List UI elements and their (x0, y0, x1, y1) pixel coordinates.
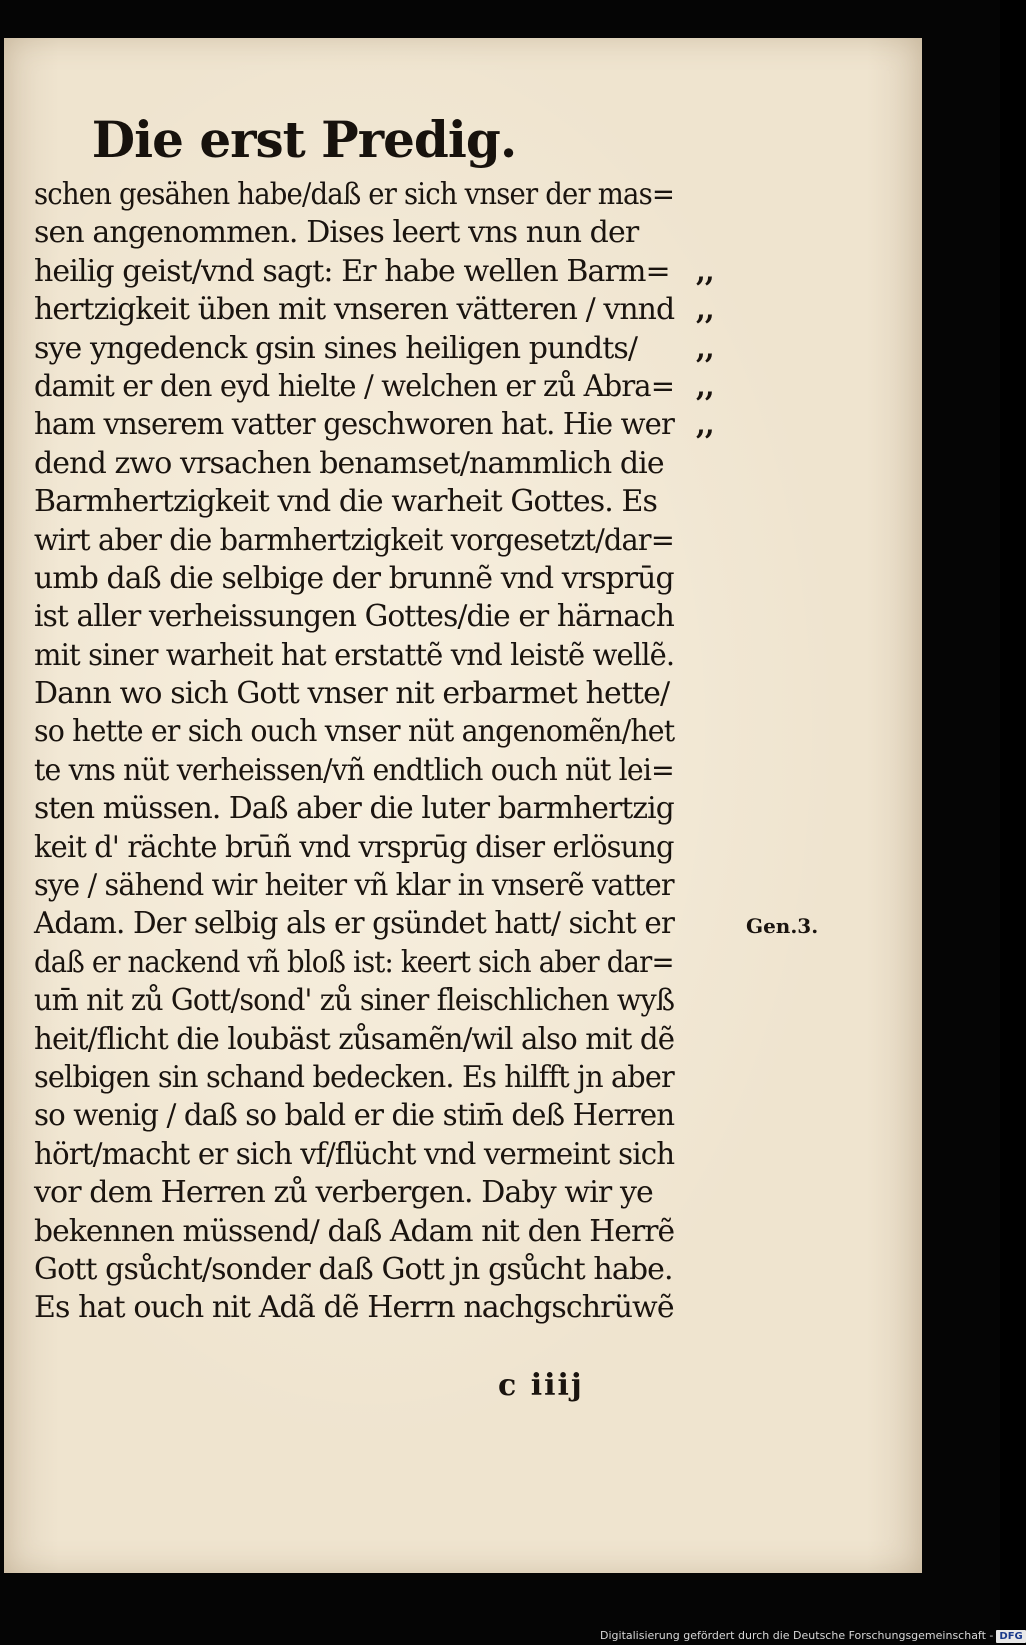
text-line (34, 1021, 774, 1059)
text-line (34, 1059, 774, 1097)
line-text: keit d' rächte brūñ vnd vrsprūg diser erlösung (34, 829, 674, 865)
quotation-mark: ,, (696, 369, 714, 403)
dfg-credit (600, 1628, 1023, 1643)
line-text: hertzigkeit üben mit vnseren vätteren / vnnd (34, 292, 675, 328)
text-line (34, 368, 774, 406)
line-text: Adam. Der selbig als er gsündet hatt/ sicht er (34, 906, 675, 942)
line-text: Gott gsůcht/sonder daß Gott jn gsůcht habe. (34, 1251, 673, 1287)
line-text: te vns nüt verheissen/vñ endtlich ouch nüt lei= (34, 752, 674, 788)
text-line (34, 483, 774, 521)
quotation-mark: ,, (696, 331, 714, 365)
line-text: sten müssen. Daß aber die luter barmhertzig (34, 791, 674, 827)
line-text: sye yngedenck gsin sines heiligen pundts/ (34, 330, 638, 366)
text-line (34, 829, 774, 867)
text-line (34, 944, 774, 982)
line-text: damit er den eyd hielte / welchen er zů Abra= (34, 368, 675, 404)
text-line (34, 867, 774, 905)
credit-text: Digitalisierung gefördert durch die Deutsche Forschungsgemeinschaft - (600, 1629, 994, 1642)
text-line (34, 1251, 774, 1289)
line-text: so wenig / daß so bald er die stim̄ deß Herren (34, 1098, 675, 1134)
line-text: daß er nackend vñ bloß ist: keert sich aber dar= (34, 944, 674, 980)
line-text: schen gesähen habe/daß er sich vnser der mas= (34, 177, 675, 212)
book-page (4, 38, 922, 1573)
line-text: vor dem Herren zů verbergen. Daby wir ye (34, 1175, 653, 1211)
line-text: so hette er sich ouch vnser nüt angenomẽn/het (34, 714, 675, 750)
signature-mark: c iiij (498, 1368, 584, 1403)
text-line (34, 982, 774, 1020)
line-text: dend zwo vrsachen benamset/nammlich die (34, 445, 664, 481)
text-line (34, 752, 774, 790)
line-text: ist aller verheissungen Gottes/die er härnach (34, 599, 674, 635)
line-text: umb daß die selbige der brunnẽ vnd vrsprūg (34, 560, 674, 596)
text-line (34, 1289, 774, 1327)
line-text: sen angenommen. Dises leert vns nun der (34, 215, 639, 251)
line-text: heit/flicht die loubäst zůsamẽn/wil also mit dẽ (34, 1021, 675, 1057)
text-line (34, 330, 774, 368)
text-line (34, 1136, 774, 1174)
text-line (34, 1097, 774, 1135)
text-line (34, 1213, 774, 1251)
text-line (34, 176, 774, 214)
text-line (34, 291, 774, 329)
text-line (34, 1174, 774, 1212)
line-text: bekennen müssend/ daß Adam nit den Herrẽ (34, 1213, 675, 1249)
line-text: Barmhertzigkeit vnd die warheit Gottes. Es (34, 484, 658, 520)
text-line (34, 905, 819, 943)
text-line (34, 713, 774, 751)
text-line (34, 406, 774, 444)
line-text: heilig geist/vnd sagt: Er habe wellen Barm= (34, 253, 670, 289)
dfg-logo-icon: DFG (996, 1630, 1025, 1643)
running-header: Die erst Predig. (91, 110, 517, 169)
line-text: Es hat ouch nit Adã dẽ Herrn nachgschrüwẽ (34, 1290, 674, 1326)
text-line (34, 214, 774, 252)
text-line (34, 790, 774, 828)
line-text: sye / sähend wir heiter vñ klar in vnserẽ vatter (34, 868, 674, 904)
text-line (34, 675, 774, 713)
line-text: um̄ nit zů Gott/sond' zů siner fleischlichen wyß (34, 983, 675, 1019)
text-line (34, 560, 774, 598)
line-text: ham vnserem vatter geschworen hat. Hie wer (34, 407, 675, 443)
quotation-mark: ,, (696, 408, 714, 442)
line-text: mit siner warheit hat erstattẽ vnd leistẽ wellẽ. (34, 637, 675, 673)
text-line (34, 445, 774, 483)
body-text (34, 176, 819, 1328)
line-text: wirt aber die barmhertzigkeit vorgesetzt/dar= (34, 522, 674, 558)
quotation-mark: ,, (696, 254, 714, 288)
quotation-mark: ,, (696, 293, 714, 327)
text-line (34, 522, 774, 560)
line-text: selbigen sin schand bedecken. Es hilfft jn aber (34, 1059, 674, 1095)
text-line (34, 598, 774, 636)
line-text: Dann wo sich Gott vnser nit erbarmet hette/ (34, 676, 670, 712)
text-line (34, 253, 774, 291)
line-text: hört/macht er sich vf/flücht vnd vermeint sich (34, 1136, 675, 1172)
text-line (34, 637, 774, 675)
margin-reference: Gen.3. (746, 914, 819, 939)
